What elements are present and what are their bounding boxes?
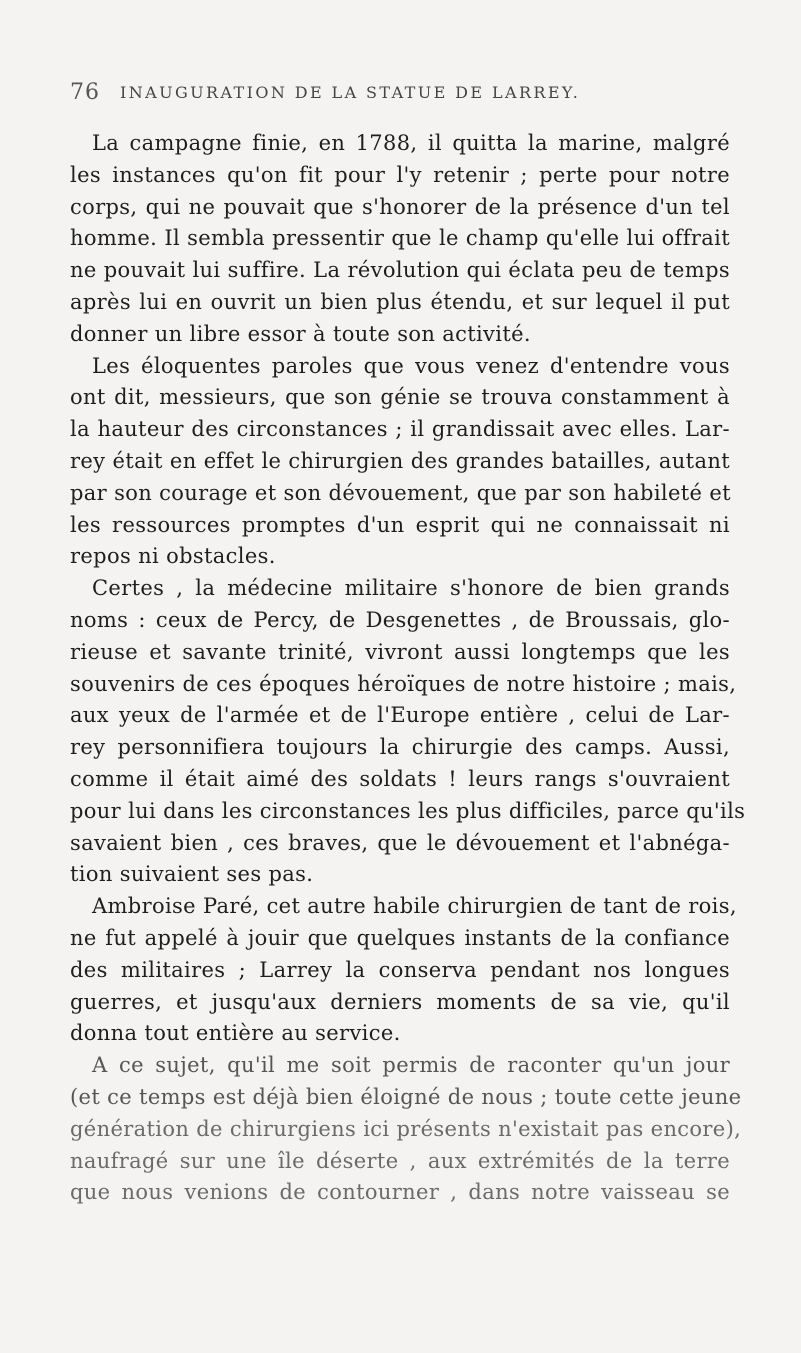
text-line: guerres, et jusqu'aux derniers moments de sa vie, qu'il: [70, 989, 730, 1014]
text-line: homme. Il sembla pressentir que le champ qu'elle lui offrait: [70, 226, 730, 251]
text-line: ont dit, messieurs, que son génie se trouva constamment à: [70, 385, 730, 410]
text-line: donner un libre essor à toute son activité.: [70, 321, 531, 346]
text-line: par son courage et son dévouement, que par son habileté et: [70, 480, 731, 505]
page-header: [70, 80, 730, 110]
text-line: repos ni obstacles.: [70, 544, 276, 569]
text-line: rey était en effet le chirurgien des grandes batailles, autant: [70, 448, 730, 473]
text-line: que nous venions de contourner , dans notre vaisseau se: [70, 1180, 730, 1205]
text-line: La campagne finie, en 1788, il quitta la marine, malgré: [92, 131, 730, 155]
page-number: 76: [70, 80, 100, 105]
text-line: A ce sujet, qu'il me soit permis de raconter qu'un jour: [92, 1053, 730, 1078]
text-line: rey personnifiera toujours la chirurgie des camps. Aussi,: [70, 735, 730, 760]
text-line: après lui en ouvrit un bien plus étendu, et sur lequel il put: [70, 289, 730, 314]
running-title: INAUGURATION DE LA STATUE DE LARREY.: [120, 83, 581, 102]
text-line: naufragé sur une île déserte , aux extrémités de la terre: [70, 1148, 730, 1173]
text-line: les instances qu'on fit pour l'y retenir ; perte pour notre: [70, 162, 730, 187]
text-line: ne fut appelé à jouir que quelques instants de la confiance: [70, 925, 730, 950]
text-line: aux yeux de l'armée et de l'Europe entière , celui de Lar-: [70, 703, 730, 728]
text-line: (et ce temps est déjà bien éloigné de nous ; toute cette jeune: [70, 1084, 742, 1109]
text-line: ne pouvait lui suffire. La révolution qui éclata peu de temps: [70, 258, 730, 283]
text-line: Certes , la médecine militaire s'honore de bien grands: [92, 576, 730, 601]
text-line: Les éloquentes paroles que vous venez d'entendre vous: [92, 353, 730, 378]
text-line: génération de chirurgiens ici présents n'existait pas encore),: [70, 1116, 742, 1141]
text-line: des militaires ; Larrey la conserva pendant nos longues: [70, 957, 730, 982]
text-line: Ambroise Paré, cet autre habile chirurgien de tant de rois,: [92, 894, 737, 919]
text-line: corps, qui ne pouvait que s'honorer de la présence d'un tel: [70, 194, 730, 219]
text-line: tion suivaient ses pas.: [70, 862, 314, 887]
text-line: noms : ceux de Percy, de Desgenettes , de Broussais, glo-: [70, 607, 730, 632]
text-line: donna tout entière au service.: [70, 1021, 401, 1046]
text-line: les ressources promptes d'un esprit qui ne connaissait ni: [70, 512, 730, 537]
text-line: comme il était aimé des soldats ! leurs rangs s'ouvraient: [70, 766, 730, 791]
text-line: la hauteur des circonstances ; il grandissait avec elles. Lar-: [70, 417, 730, 442]
text-line: pour lui dans les circonstances les plus difficiles, parce qu'ils: [70, 798, 746, 823]
text-line: rieuse et savante trinité, vivront aussi longtemps que les: [70, 639, 730, 664]
text-line: savaient bien , ces braves, que le dévouement et l'abnéga-: [70, 830, 730, 855]
body-text: [70, 128, 746, 1209]
text-line: souvenirs de ces époques héroïques de notre histoire ; mais,: [70, 671, 737, 696]
